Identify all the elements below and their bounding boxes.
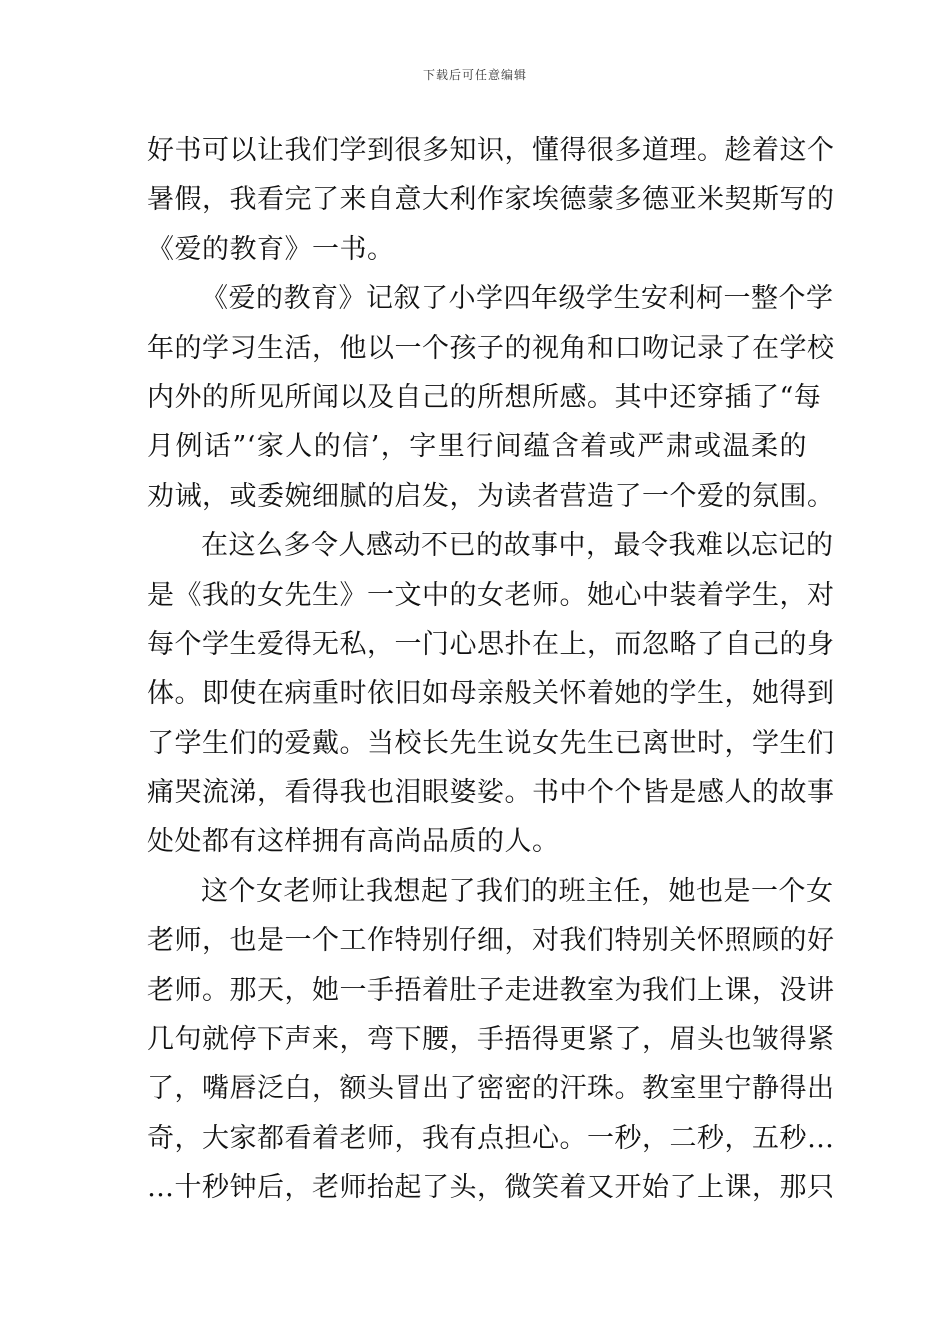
text-line: 几句就停下声来，弯下腰，手捂得更紧了，眉头也皱得紧: [147, 1024, 835, 1056]
text-line: 《爱的教育》一书。: [147, 233, 395, 265]
paragraph: [147, 521, 835, 867]
text-line: 内外的所见所闻以及自己的所想所感。其中还穿插了“每: [147, 381, 822, 413]
paragraph: [147, 867, 835, 1213]
paragraph: [147, 274, 835, 521]
text-line: 暑假，我看完了来自意大利作家埃德蒙多德亚米契斯写的: [147, 184, 835, 216]
text-line: 了学生们的爱戴。当校长先生说女先生已离世时，学生们: [147, 727, 835, 759]
text-line: …十秒钟后，老师抬起了头，微笑着又开始了上课，那只: [147, 1172, 835, 1204]
text-line: 劝诫，或委婉细腻的启发，为读者营造了一个爱的氛围。: [147, 480, 835, 512]
document-body: [147, 126, 835, 1213]
text-line: 老师，也是一个工作特别仔细，对我们特别关怀照顾的好: [147, 925, 835, 957]
header-note: 下载后可任意编辑: [422, 68, 527, 82]
text-line: 每个学生爱得无私，一门心思扑在上，而忽略了自己的身: [147, 628, 835, 660]
text-line: 了，嘴唇泛白，额头冒出了密密的汗珠。教室里宁静得出: [147, 1073, 835, 1105]
text-line: 月例话”‘家人的信’，字里行间蕴含着或严肃或温柔的: [147, 431, 807, 463]
text-line: 在这么多令人感动不已的故事中，最令我难以忘记的: [201, 530, 834, 562]
text-line: 奇，大家都看着老师，我有点担心。一秒，二秒，五秒…: [147, 1122, 835, 1154]
text-line: 体。即使在病重时依旧如母亲般关怀着她的学生，她得到: [147, 678, 835, 710]
text-line: 这个女老师让我想起了我们的班主任，她也是一个女: [201, 875, 834, 907]
text-line: 处处都有这样拥有高尚品质的人。: [147, 826, 560, 858]
text-line: 《爱的教育》记叙了小学四年级学生安利柯一整个学: [201, 283, 834, 315]
text-line: 痛哭流涕，看得我也泪眼婆娑。书中个个皆是感人的故事: [147, 777, 835, 809]
text-line: 年的学习生活，他以一个孩子的视角和口吻记录了在学校: [147, 332, 835, 364]
text-line: 好书可以让我们学到很多知识，懂得很多道理。趁着这个: [147, 135, 835, 166]
text-line: 是《我的女先生》一文中的女老师。她心中装着学生，对: [147, 579, 835, 611]
text-line: 老师。那天，她一手捂着肚子走进教室为我们上课，没讲: [147, 974, 835, 1006]
paragraph: [147, 126, 835, 274]
